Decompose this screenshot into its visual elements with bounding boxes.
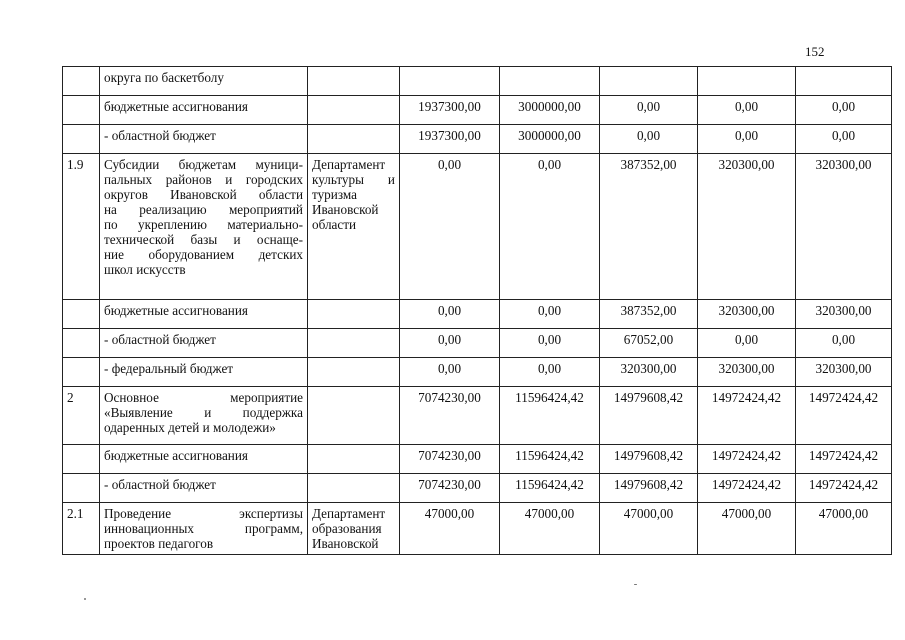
description-line: округов Ивановской области (104, 187, 303, 202)
amount-cell (400, 67, 500, 96)
row-executor (308, 300, 400, 329)
row-description (100, 67, 308, 96)
table-row (63, 387, 892, 445)
amount-cell: 0,00 (400, 300, 500, 329)
table-row (63, 300, 892, 329)
amount-cell (698, 67, 796, 96)
description-line: ние оборудованием детских (104, 247, 303, 262)
amount-cell: 0,00 (400, 329, 500, 358)
amount-cell: 7074230,00 (400, 387, 500, 445)
amount-cell: 14972424,42 (698, 445, 796, 474)
description-line: бюджетные ассигнования (104, 99, 248, 114)
row-executor (308, 329, 400, 358)
scan-speck (84, 598, 86, 600)
amount-cell: 320300,00 (796, 154, 892, 300)
amount-cell: 14972424,42 (698, 474, 796, 503)
row-code (63, 474, 100, 503)
description-line: - областной бюджет (104, 128, 216, 143)
table-body (63, 67, 892, 555)
table-row (63, 358, 892, 387)
amount-cell: 320300,00 (698, 154, 796, 300)
amount-cell: 387352,00 (600, 300, 698, 329)
description-line: пальных районов и городских (104, 172, 303, 187)
amount-cell: 320300,00 (698, 358, 796, 387)
amount-cell: 0,00 (500, 329, 600, 358)
scan-speck (634, 584, 637, 585)
amount-cell: 3000000,00 (500, 96, 600, 125)
table-row (63, 125, 892, 154)
row-code: 2 (63, 387, 100, 445)
description-line: - областной бюджет (104, 477, 216, 492)
row-executor (308, 358, 400, 387)
row-description (100, 358, 308, 387)
amount-cell (796, 67, 892, 96)
amount-cell: 14979608,42 (600, 474, 698, 503)
row-description (100, 96, 308, 125)
executor-line: Ивановской (312, 202, 379, 217)
description-line: школ искусств (104, 262, 186, 277)
amount-cell: 1937300,00 (400, 96, 500, 125)
row-executor (308, 154, 400, 300)
row-description (100, 125, 308, 154)
description-line: бюджетные ассигнования (104, 448, 248, 463)
amount-cell: 0,00 (600, 125, 698, 154)
row-description (100, 445, 308, 474)
amount-cell: 47000,00 (500, 503, 600, 555)
row-code (63, 96, 100, 125)
amount-cell: 14972424,42 (796, 474, 892, 503)
amount-cell: 7074230,00 (400, 474, 500, 503)
row-code (63, 329, 100, 358)
row-executor (308, 67, 400, 96)
executor-line: Ивановской (312, 536, 379, 551)
row-executor (308, 445, 400, 474)
table-row (63, 474, 892, 503)
amount-cell: 7074230,00 (400, 445, 500, 474)
row-code (63, 358, 100, 387)
row-description (100, 329, 308, 358)
description-line: Основное мероприятие (104, 390, 303, 405)
amount-cell: 3000000,00 (500, 125, 600, 154)
amount-cell: 0,00 (796, 96, 892, 125)
table-row (63, 96, 892, 125)
amount-cell: 0,00 (698, 329, 796, 358)
table-row (63, 503, 892, 555)
amount-cell: 0,00 (500, 300, 600, 329)
amount-cell: 320300,00 (698, 300, 796, 329)
executor-line: Департамент (312, 157, 386, 172)
description-line: Проведение экспертизы (104, 506, 303, 521)
amount-cell: 0,00 (600, 96, 698, 125)
amount-cell: 47000,00 (600, 503, 698, 555)
amount-cell: 320300,00 (796, 300, 892, 329)
row-description (100, 474, 308, 503)
amount-cell: 47000,00 (796, 503, 892, 555)
row-executor (308, 387, 400, 445)
amount-cell: 14972424,42 (796, 387, 892, 445)
description-line: по укреплению материально- (104, 217, 303, 232)
description-line: технической базы и оснаще- (104, 232, 303, 247)
row-executor (308, 503, 400, 555)
executor-line: туризма (312, 187, 357, 202)
amount-cell: 0,00 (400, 358, 500, 387)
description-line: - федеральный бюджет (104, 361, 234, 376)
amount-cell: 1937300,00 (400, 125, 500, 154)
description-line: «Выявление и поддержка (104, 405, 303, 420)
amount-cell (500, 67, 600, 96)
page-number: 152 (805, 44, 825, 59)
amount-cell: 0,00 (698, 125, 796, 154)
executor-line: культуры и (312, 172, 395, 187)
executor-line: Департамент (312, 506, 386, 521)
amount-cell: 47000,00 (698, 503, 796, 555)
executor-line: образования (312, 521, 382, 536)
description-line: проектов педагогов (104, 536, 214, 551)
amount-cell: 14972424,42 (698, 387, 796, 445)
row-description (100, 503, 308, 555)
row-executor (308, 96, 400, 125)
description-line: - областной бюджет (104, 332, 216, 347)
row-code (63, 300, 100, 329)
description-line: инновационных программ, (104, 521, 303, 536)
amount-cell: 0,00 (796, 329, 892, 358)
description-line: одаренных детей и молодежи» (104, 420, 276, 435)
amount-cell (600, 67, 698, 96)
amount-cell: 11596424,42 (500, 387, 600, 445)
table-row (63, 329, 892, 358)
amount-cell: 14979608,42 (600, 387, 698, 445)
row-code: 1.9 (63, 154, 100, 300)
amount-cell: 14972424,42 (796, 445, 892, 474)
amount-cell: 0,00 (400, 154, 500, 300)
amount-cell: 0,00 (698, 96, 796, 125)
amount-cell: 14979608,42 (600, 445, 698, 474)
executor-line: области (312, 217, 357, 232)
row-code (63, 67, 100, 96)
row-code (63, 125, 100, 154)
amount-cell: 11596424,42 (500, 445, 600, 474)
table-row (63, 445, 892, 474)
amount-cell: 0,00 (500, 154, 600, 300)
row-description (100, 300, 308, 329)
row-description (100, 154, 308, 300)
table-row (63, 67, 892, 96)
amount-cell: 11596424,42 (500, 474, 600, 503)
amount-cell: 67052,00 (600, 329, 698, 358)
amount-cell: 0,00 (796, 125, 892, 154)
row-code: 2.1 (63, 503, 100, 555)
description-line: округа по баскетболу (104, 70, 224, 85)
budget-table (62, 66, 892, 555)
description-line: Субсидии бюджетам муници- (104, 157, 303, 172)
amount-cell: 387352,00 (600, 154, 698, 300)
row-code (63, 445, 100, 474)
table-row (63, 154, 892, 300)
description-line: бюджетные ассигнования (104, 303, 248, 318)
amount-cell: 320300,00 (600, 358, 698, 387)
amount-cell: 0,00 (500, 358, 600, 387)
amount-cell: 320300,00 (796, 358, 892, 387)
description-line: на реализацию мероприятий (104, 202, 303, 217)
amount-cell: 47000,00 (400, 503, 500, 555)
row-executor (308, 474, 400, 503)
row-executor (308, 125, 400, 154)
row-description (100, 387, 308, 445)
